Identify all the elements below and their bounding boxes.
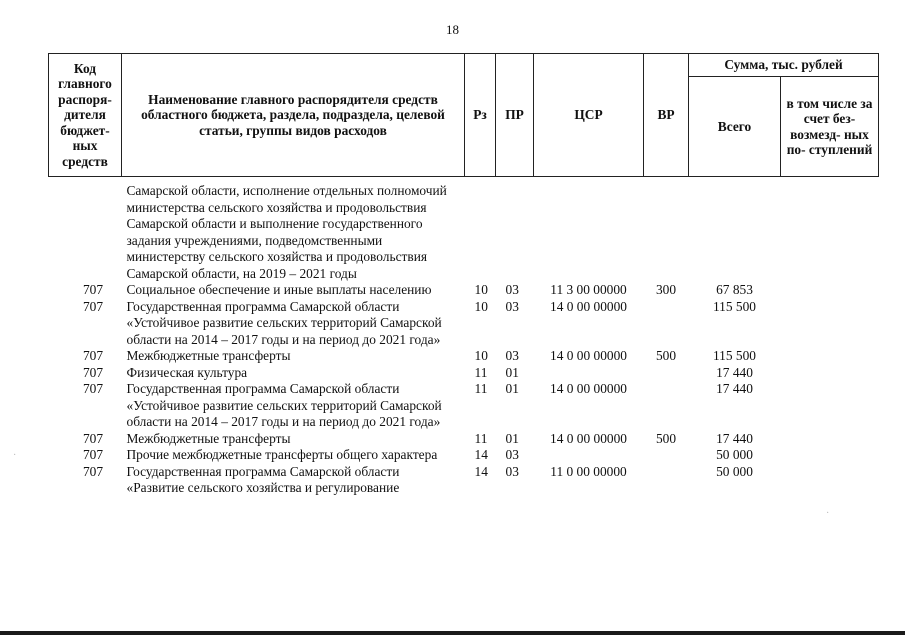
table-row [49,365,879,382]
cell-vsego: 67 853 [716,282,753,297]
header-vr: ВР [644,54,689,177]
cell-pr: 01 [505,430,519,446]
cell-kod: 707 [82,298,104,314]
cell-name: Межбюджетные трансферты [126,430,291,446]
cell-name: Прочие межбюджетные трансферты общего характера [126,447,438,462]
cell-vsego: 17 440 [716,364,753,380]
cell-kod [49,177,122,283]
cell-name: Физическая культура [126,364,248,380]
cell-csr: 11 3 00 00000 [550,282,627,297]
header-csr: ЦСР [534,54,644,177]
header-pr: ПР [496,54,534,177]
cell-rz: 14 [474,463,488,479]
table-row [49,177,879,283]
cell-csr [534,177,644,283]
cell-kod: 707 [82,282,104,297]
cell-csr: 14 0 00 00000 [550,381,627,396]
cell-vr [644,365,689,382]
cell-rz: 11 [474,381,488,396]
cell-csr: 14 0 00 00000 [550,430,627,446]
cell-bezvozmezd [781,365,879,382]
cell-csr: 14 0 00 00000 [550,298,627,314]
cell-vsego: 50 000 [716,447,753,462]
table-row [49,299,879,349]
cell-pr [496,177,534,283]
cell-rz [465,177,496,283]
cell-name: Государственная программа Самарской области «Устойчивое развитие сельских территорий Самарской области на 2014 – 2017 годы и на период до 2021 года» [126,381,442,429]
cell-vr [644,447,689,464]
cell-pr: 03 [505,348,519,363]
cell-name: Межбюджетные трансферты [126,348,291,363]
cell-vsego: 115 500 [712,348,757,363]
cell-csr: 14 0 00 00000 [550,348,627,363]
cell-bezvozmezd [781,464,879,497]
header-kod: Код главного распоря- дителя бюджет- ных средств [49,54,122,177]
header-rz: Рз [465,54,496,177]
budget-table [48,53,879,497]
scan-speck: · [13,450,17,461]
cell-vr: 300 [655,282,677,297]
table-row [49,447,879,464]
cell-rz: 14 [474,447,488,462]
cell-vr: 500 [655,430,677,446]
cell-pr: 03 [505,463,519,479]
table-row [49,282,879,299]
cell-rz: 10 [474,282,488,297]
header-bezvozmezd: в том числе за счет без- возмезд- ных по- ступлений [781,77,879,177]
cell-pr: 01 [505,364,519,380]
cell-name: Государственная программа Самарской области «Устойчивое развитие сельских территорий Самарской области на 2014 – 2017 годы и на период до 2021 года» [126,298,442,347]
scan-edge-line [0,631,905,635]
cell-kod: 707 [82,381,104,396]
cell-name: Государственная программа Самарской области «Развитие сельского хозяйства и регулирование [126,463,400,495]
cell-vsego [689,177,781,283]
cell-kod: 707 [82,463,104,479]
cell-vsego: 115 500 [712,298,757,314]
table-row [49,431,879,448]
cell-bezvozmezd [781,381,879,431]
cell-csr: 11 0 00 00000 [550,463,627,479]
cell-name: Самарской области, исполнение отдельных полномочий министерства сельского хозяйства и продовольствия Самарской области и выполнение государственного задания учреждениями, подведомственными министерству сельского хозяйства и продовольствия Самарской области, на 2019 – 2021 годы [126,183,447,281]
cell-kod: 707 [82,348,104,363]
cell-vsego: 17 440 [716,381,753,396]
cell-rz: 11 [474,430,488,446]
cell-rz: 10 [474,298,488,314]
cell-bezvozmezd [781,447,879,464]
cell-bezvozmezd [781,299,879,349]
cell-bezvozmezd [781,177,879,283]
header-name: Наименование главного распорядителя средств областного бюджета, раздела, подраздела, целевой статьи, группы видов расходов [122,54,465,177]
cell-csr [534,365,644,382]
cell-vr: 500 [655,348,677,363]
table-body [49,177,879,497]
cell-vsego: 50 000 [716,463,753,479]
table-header [49,54,879,177]
cell-vsego: 17 440 [716,430,753,446]
cell-kod: 707 [82,364,104,380]
cell-bezvozmezd [781,348,879,365]
cell-rz: 11 [474,364,488,380]
cell-csr [534,447,644,464]
header-summa: Сумма, тыс. рублей [689,54,879,77]
scan-speck: · [826,508,830,519]
page-number: 18 [446,22,459,37]
cell-vr [644,177,689,283]
cell-pr: 03 [505,447,519,462]
cell-name: Социальное обеспечение и иные выплаты населению [126,282,432,297]
table-row [49,464,879,497]
table-row [49,381,879,431]
cell-pr: 01 [505,381,519,396]
table-row [49,348,879,365]
cell-vr [644,464,689,497]
cell-bezvozmezd [781,282,879,299]
cell-vr [644,381,689,431]
cell-kod: 707 [82,430,104,446]
cell-pr: 03 [505,282,519,297]
header-vsego: Всего [689,77,781,177]
cell-vr [644,299,689,349]
cell-bezvozmezd [781,431,879,448]
cell-kod: 707 [82,447,104,462]
cell-pr: 03 [505,298,519,314]
cell-rz: 10 [474,348,488,363]
